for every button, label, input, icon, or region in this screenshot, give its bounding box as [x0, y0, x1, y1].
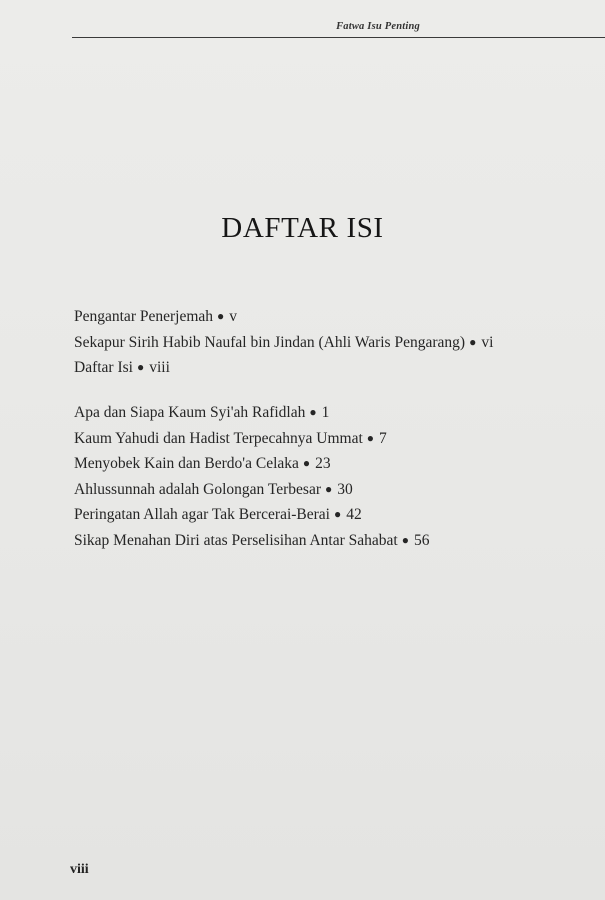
toc-entry-label: Menyobek Kain dan Berdo'a Celaka — [74, 455, 299, 473]
toc-entry-label: Ahlussunnah adalah Golongan Terbesar — [74, 480, 321, 498]
toc-entry-label: Sikap Menahan Diri atas Perselisihan Antar Sahabat — [74, 531, 398, 549]
toc-entry — [74, 477, 429, 503]
toc-entry-label: Sekapur Sirih Habib Naufal bin Jindan (Ahli Waris Pengarang) — [74, 333, 466, 351]
bullet-icon: ● — [136, 360, 145, 375]
toc-entry-label: Pengantar Penerjemah — [74, 308, 214, 325]
toc-entry-page: viii — [149, 359, 170, 377]
toc-entry — [74, 304, 493, 330]
toc-entry — [74, 330, 493, 356]
toc-entry — [74, 502, 429, 528]
toc-entry-page: 1 — [321, 404, 330, 421]
bullet-icon: ● — [469, 334, 477, 349]
toc-entry-page: 56 — [413, 531, 430, 549]
toc-entry — [74, 400, 429, 426]
toc-entry-label: Apa dan Siapa Kaum Syi'ah Rafidlah — [74, 404, 306, 421]
page-number: viii — [70, 862, 89, 877]
toc-entry — [74, 355, 493, 381]
toc-entry-page: 23 — [315, 455, 331, 473]
toc-entry-label: Daftar Isi — [74, 359, 133, 377]
toc-entry — [74, 528, 429, 554]
toc-entry-page: v — [229, 308, 238, 325]
toc-entry-page: 30 — [337, 480, 353, 498]
bullet-icon: ● — [366, 430, 375, 445]
toc-entry — [74, 451, 429, 477]
toc-entry-label: Peringatan Allah agar Tak Bercerai-Berai — [74, 506, 330, 524]
bullet-icon: ● — [302, 456, 311, 471]
toc-entry — [74, 426, 429, 452]
toc-chapters — [74, 400, 429, 554]
bullet-icon: ● — [401, 532, 409, 547]
page-title: DAFTAR ISI — [221, 212, 384, 245]
header-rule — [72, 37, 605, 38]
toc-front-matter — [74, 304, 493, 381]
bullet-icon: ● — [217, 309, 225, 323]
toc-entry-label: Kaum Yahudi dan Hadist Terpecahnya Ummat — [74, 429, 363, 447]
toc-entry-page: 7 — [379, 429, 387, 447]
bullet-icon: ● — [325, 481, 333, 496]
toc-entry-page: 42 — [346, 506, 362, 524]
running-header: Fatwa Isu Penting — [336, 21, 420, 32]
bullet-icon: ● — [309, 405, 317, 419]
bullet-icon: ● — [334, 507, 342, 522]
toc-entry-page: vi — [481, 333, 494, 351]
